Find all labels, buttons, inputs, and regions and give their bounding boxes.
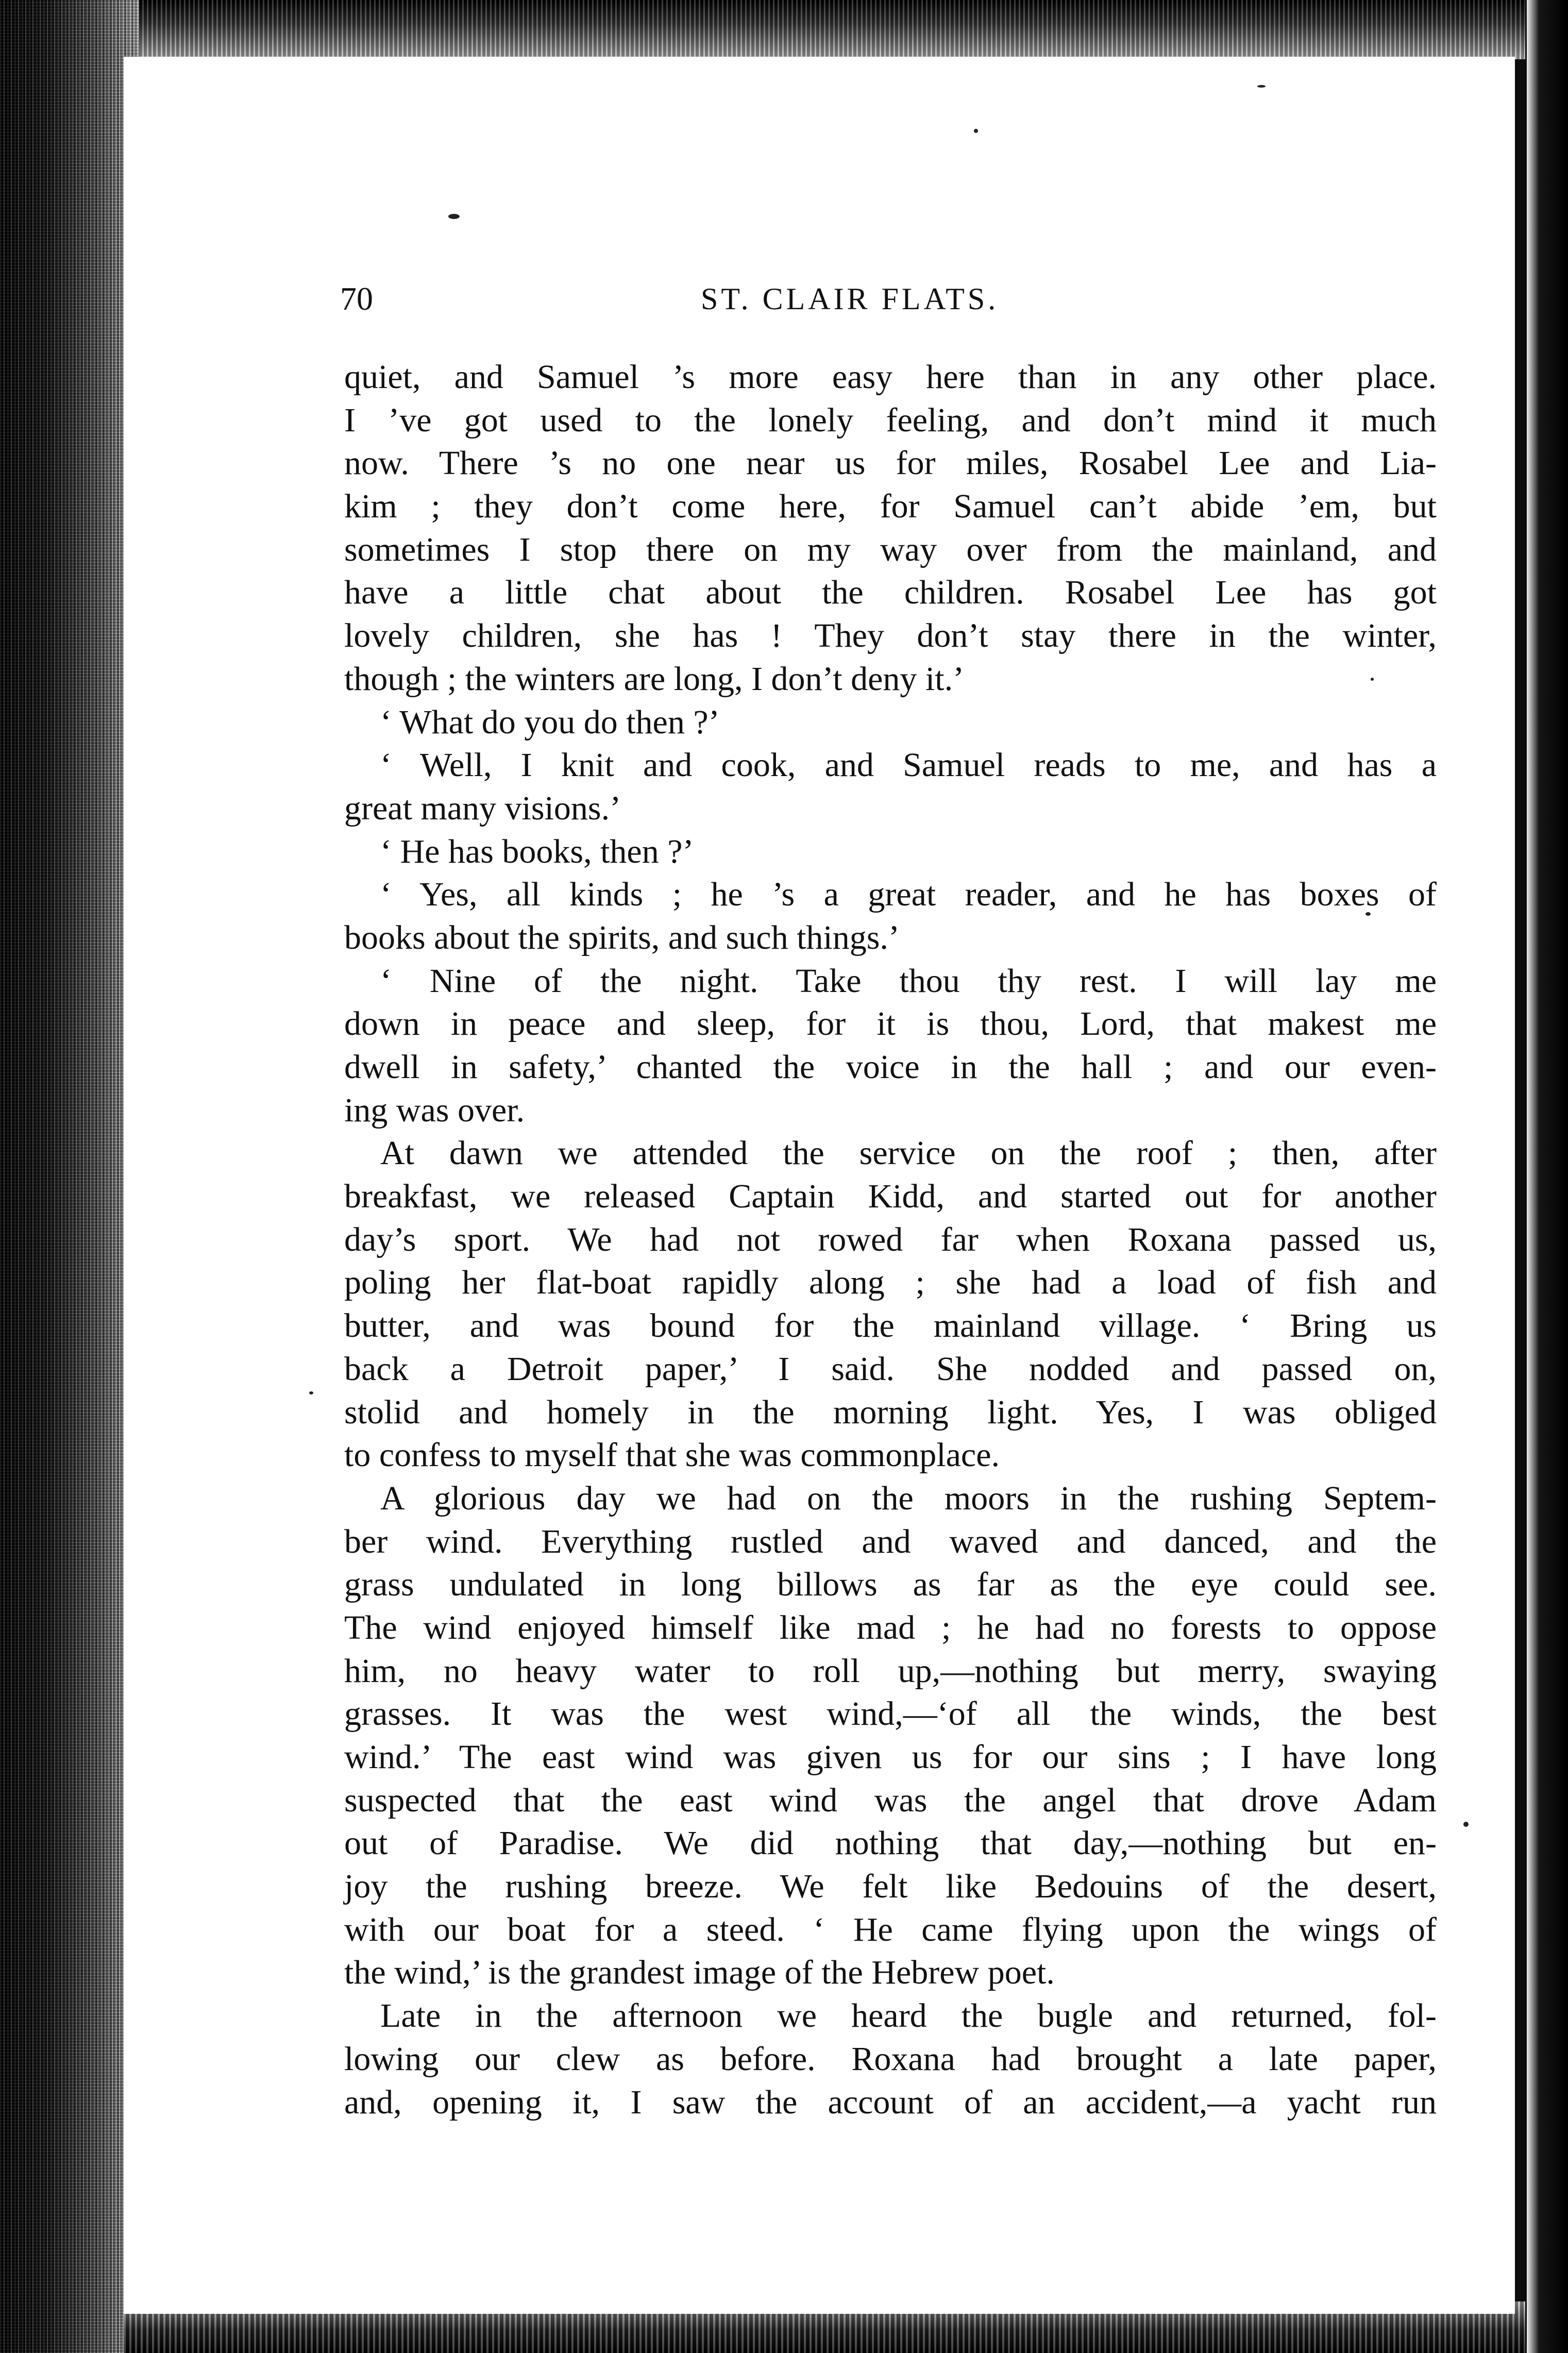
text-line: back a Detroit paper,’ I said. She nodded and passed on, [344,1350,1437,1388]
text-line: great many visions.’ [344,789,621,827]
text-line: him, no heavy water to roll up,—nothing but merry, swaying [344,1652,1437,1690]
text-line: suspected that the east wind was the angel that drove Adam [344,1781,1437,1819]
text-line: stolid and homely in the morning light. Yes, I was obliged [344,1393,1437,1431]
scan-right-edge [1527,0,1568,2353]
page-header [340,268,1453,330]
text-line: quiet, and Samuel ’s more easy here than in any other place. [344,358,1437,396]
print-speck [1463,1822,1469,1827]
text-line: lovely children, she has ! They don’t stay there in the winter, [344,617,1437,655]
text-line: ‘ Nine of the night. Take thou thy rest. I will lay me [380,962,1437,1000]
print-speck [974,129,978,133]
text-line: grasses. It was the west wind,—‘of all the winds, the best [344,1695,1437,1733]
page-number: 70 [340,280,373,317]
text-line: sometimes I stop there on my way over from the mainland, and [344,530,1437,568]
print-speck [309,1391,313,1394]
print-speck [448,214,460,219]
text-line: wind.’ The east wind was given us for our sins ; I have long [344,1738,1437,1776]
text-line: with our boat for a steed. ‘ He came flying upon the wings of [344,1910,1437,1948]
text-line: ‘ Well, I knit and cook, and Samuel reads to me, and has a [380,746,1437,784]
text-line: I ’ve got used to the lonely feeling, and don’t mind it much [344,401,1437,439]
text-line: ‘ He has books, then ?’ [380,832,694,870]
text-line: grass undulated in long billows as far as the eye could see. [344,1566,1437,1604]
text-line: lowing our clew as before. Roxana had brought a late paper, [344,2040,1437,2078]
text-line: now. There ’s no one near us for miles, Rosabel Lee and Lia- [344,444,1437,482]
text-line: kim ; they don’t come here, for Samuel can’t abide ’em, but [344,488,1437,526]
text-line: joy the rushing breeze. We felt like Bedouins of the desert, [344,1868,1437,1906]
running-head: ST. CLAIR FLATS. [701,282,999,316]
print-speck [1257,85,1266,88]
text-line: books about the spirits, and such things.’ [344,918,900,956]
text-line: Late in the afternoon we heard the bugle and returned, fol- [380,1997,1437,2035]
text-line: The wind enjoyed himself like mad ; he had no forests to oppose [344,1608,1437,1646]
scan-top-edge [124,0,1525,59]
text-line: butter, and was bound for the mainland village. ‘ Bring us [344,1307,1437,1345]
text-line: the wind,’ is the grandest image of the Hebrew poet. [344,1954,1055,1992]
text-line: down in peace and sleep, for it is thou, Lord, that makest me [344,1005,1437,1043]
text-line: though ; the winters are long, I don’t deny it.’ [344,660,965,698]
text-line: and, opening it, I saw the account of an accident,—a yacht run [344,2083,1437,2121]
text-line: breakfast, we released Captain Kidd, and started out for another [344,1178,1437,1216]
scan-binding-edge [0,0,139,2353]
text-line: day’s sport. We had not rowed far when Roxana passed us, [344,1220,1437,1258]
text-line: ‘ Yes, all kinds ; he ’s a great reader, and he has boxes of [380,876,1437,914]
text-line: poling her flat-boat rapidly along ; she had a load of fish and [344,1264,1437,1302]
text-line: have a little chat about the children. Rosabel Lee has got [344,574,1437,612]
text-line: At dawn we attended the service on the roof ; then, after [380,1134,1437,1172]
body-text [344,356,1437,2124]
text-line: to confess to myself that she was commonplace. [344,1436,1000,1474]
text-line: ber wind. Everything rustled and waved and danced, and the [344,1522,1437,1560]
text-line: dwell in safety,’ chanted the voice in the hall ; and our even- [344,1048,1437,1086]
text-line: out of Paradise. We did nothing that day,—nothing but en- [344,1824,1437,1862]
text-line: ing was over. [344,1091,525,1129]
text-line: ‘ What do you do then ?’ [380,703,720,741]
text-line: A glorious day we had on the moors in the rushing Septem- [380,1479,1437,1517]
